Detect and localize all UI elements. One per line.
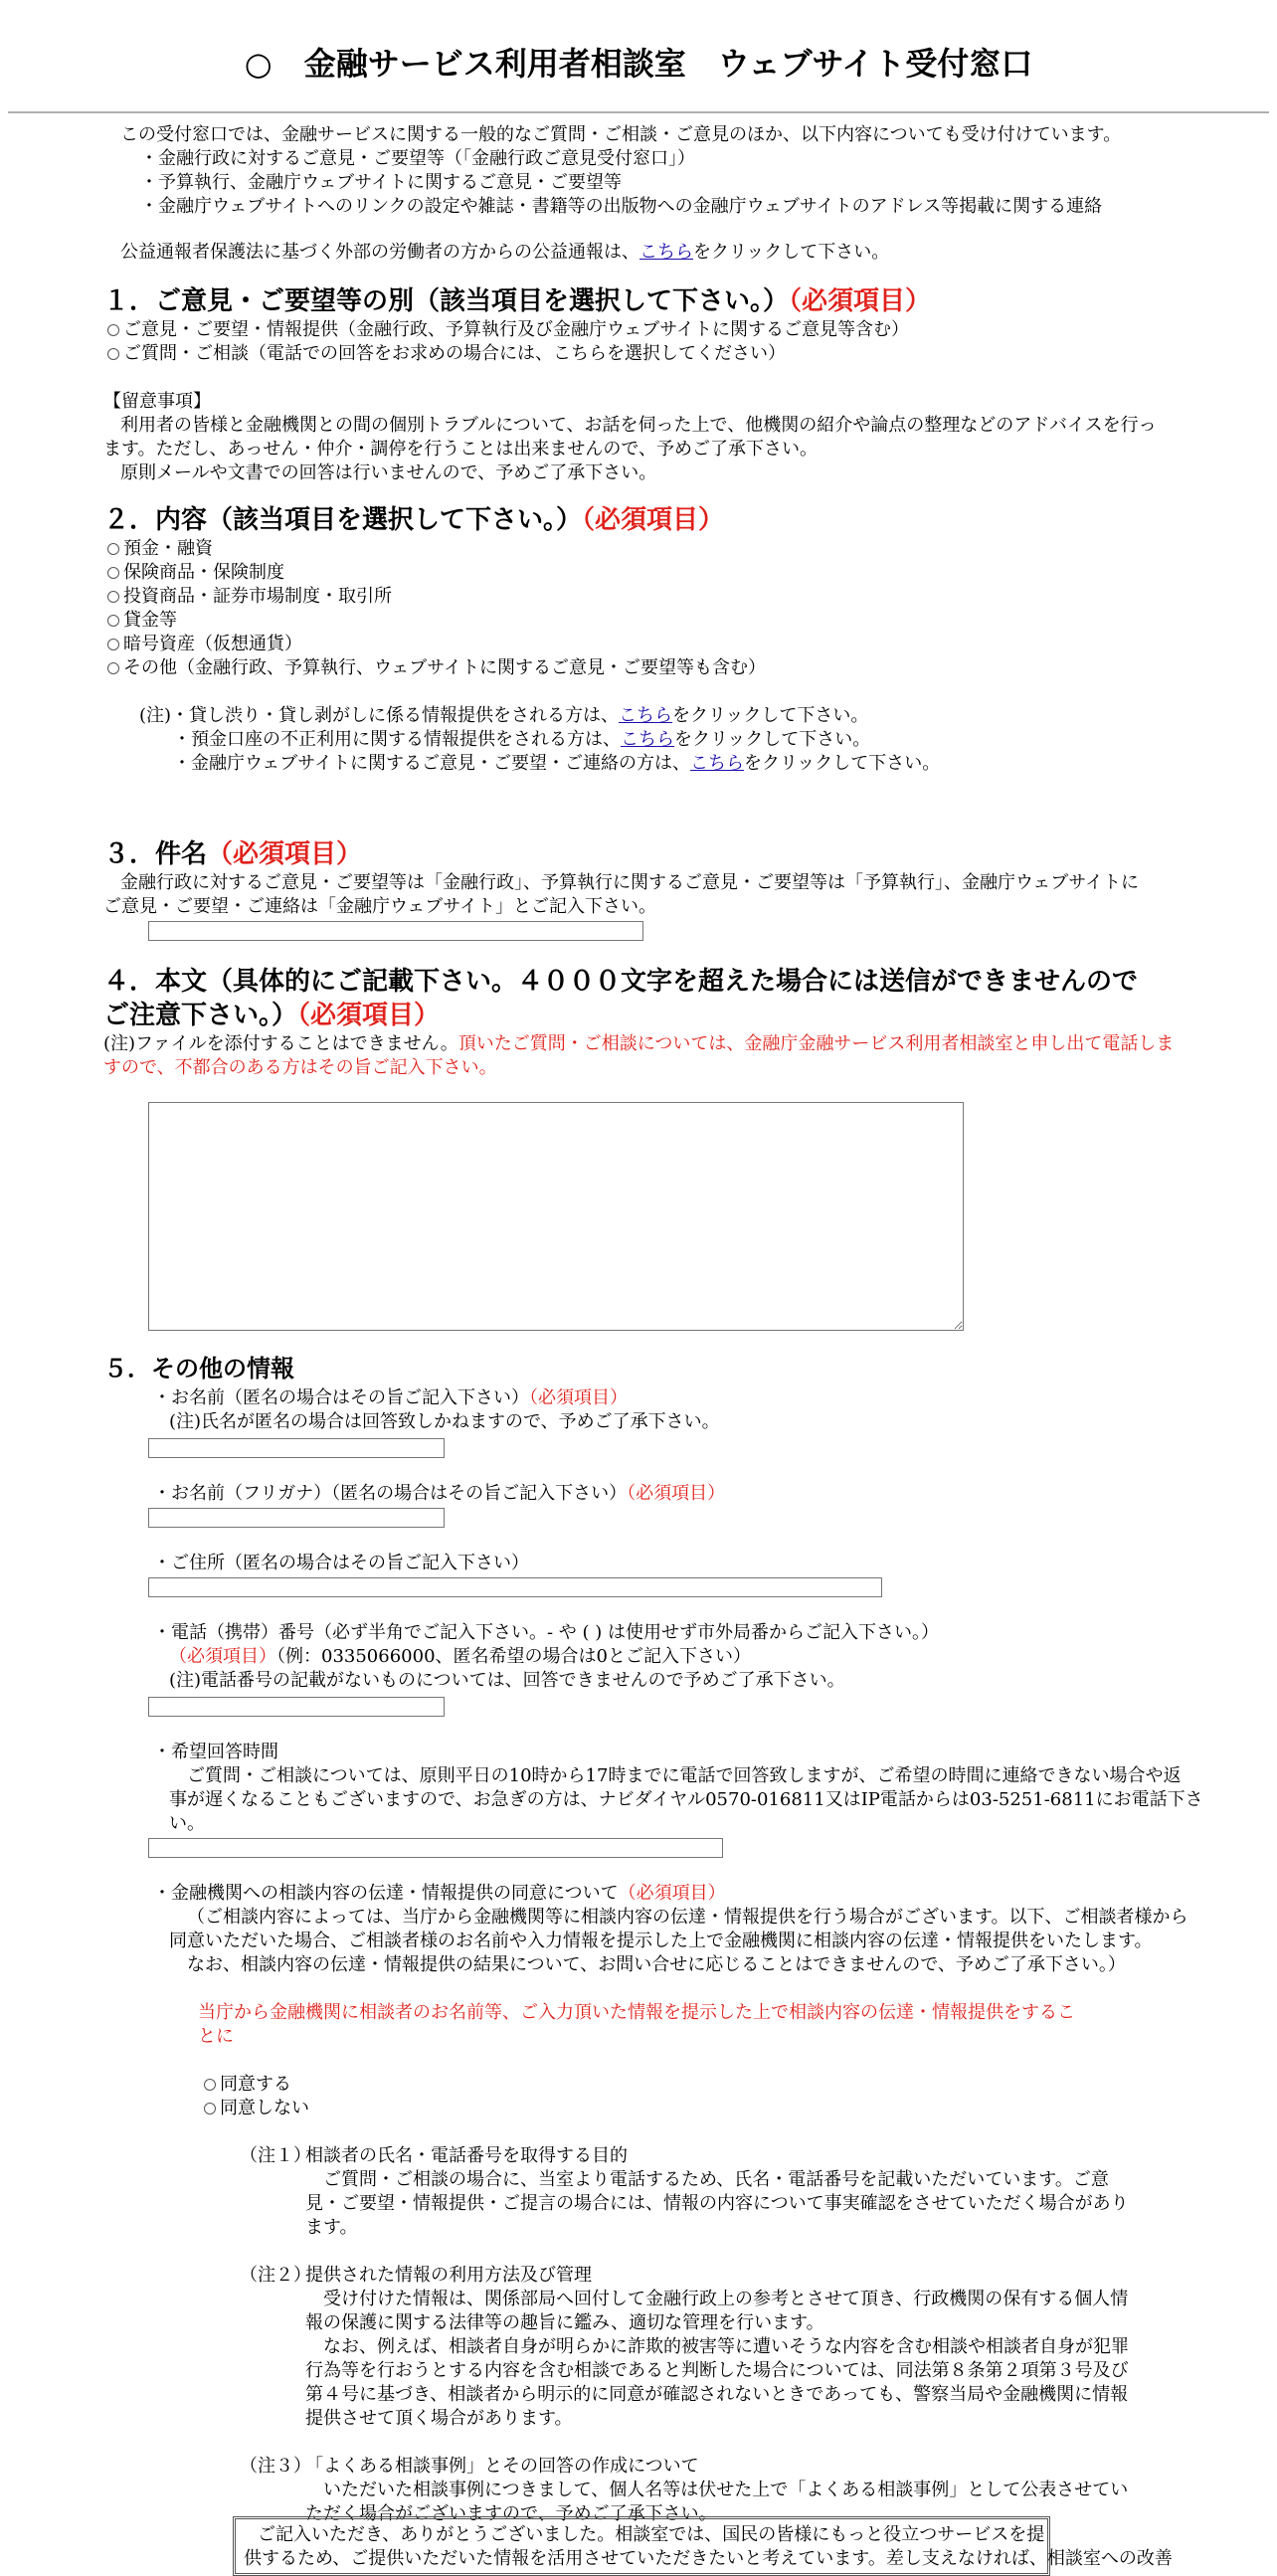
radio-button[interactable] bbox=[107, 615, 119, 627]
section3-desc: 金融行政に対するご意見・ご要望等は「金融行政」、予算執行に関するご意見・ご要望等は「予算執行」、金融庁ウェブサイトに bbox=[120, 872, 1140, 893]
note-line: ご質問・ご相談の場合に、当室より電話するため、氏名・電話番号を記載いただいています。ご意 bbox=[323, 2169, 1109, 2190]
section3-desc: ご意見・ご要望・ご連絡は「金融庁ウェブサイト」とご記入下さい。 bbox=[103, 896, 657, 917]
radio-button[interactable] bbox=[107, 591, 119, 603]
note-number: （注３） bbox=[240, 2456, 311, 2477]
radio-option[interactable]: その他（金融行政、予算執行、ウェブサイトに関するご意見・ご要望等も含む） bbox=[107, 656, 766, 680]
radio-option[interactable]: 預金・融資 bbox=[107, 537, 213, 561]
notice-line: 原則メールや文書での回答は行いませんので、予めご了承下さい。 bbox=[120, 462, 657, 483]
section5-heading: ５．その他の情報 bbox=[103, 1355, 294, 1382]
note-title: 「よくある相談事例」とその回答の作成について bbox=[305, 2456, 699, 2477]
whistleblower-link[interactable]: こちら bbox=[639, 242, 693, 263]
intro-item: ・金融行政に対するご意見・ご要望等（「金融行政ご意見受付窓口」） bbox=[140, 148, 695, 169]
time-label: ・希望回答時間 bbox=[153, 1742, 278, 1762]
website-feedback-link[interactable]: こちら bbox=[690, 753, 745, 774]
section4-heading: ４．本文（具体的にご記載下さい。４０００文字を超えた場合には送信ができませんので bbox=[103, 967, 1139, 997]
section2-heading: ２．内容（該当項目を選択して下さい。）（必須項目） bbox=[103, 505, 725, 535]
note-line: なお、例えば、相談者自身が明らかに詐欺的被害等に遭いそうな内容を含む相談や相談者自身が犯罪 bbox=[323, 2336, 1129, 2357]
note-title: 提供された情報の利用方法及び管理 bbox=[305, 2265, 592, 2286]
required-mark: （必須項目） bbox=[618, 1883, 726, 1904]
radio-button[interactable] bbox=[107, 662, 119, 674]
note-line: 受け付けた情報は、関係部局へ回付して金融行政上の参考とさせて頂き、行政機関の保有する個人情 bbox=[323, 2289, 1129, 2309]
section4-note-cont: すので、不都合のある方はその旨ご記入下さい。 bbox=[103, 1057, 497, 1078]
consent-statement: 当庁から金融機関に相談者のお名前等、ご入力頂いた情報を提示した上で相談内容の伝達・情報提供をするこ bbox=[198, 2002, 1075, 2023]
note-title: 相談者の氏名・電話番号を取得する目的 bbox=[305, 2145, 628, 2166]
note-number: （注２） bbox=[240, 2265, 311, 2286]
time-desc: い。 bbox=[169, 1813, 205, 1834]
radio-option[interactable]: ご質問・ご相談（電話での回答をお求めの場合には、こちらを選択してください） bbox=[107, 342, 786, 366]
consent-label: ・金融機関への相談内容の伝達・情報提供の同意について（必須項目） bbox=[153, 1883, 726, 1904]
consent-desc: （ご相談内容によっては、当庁から金融機関等に相談内容の伝達・情報提供を行う場合がございます。以下、ご相談者様から bbox=[187, 1907, 1188, 1928]
notice-line: ます。ただし、あっせん・仲介・調停を行うことは出来ませんので、予めご了承下さい。 bbox=[103, 439, 819, 460]
note-line: ます。 bbox=[305, 2217, 358, 2238]
preferred-time-input[interactable] bbox=[148, 1838, 723, 1858]
radio-button[interactable] bbox=[204, 2103, 216, 2115]
page-header bbox=[8, 0, 1269, 113]
time-desc: ご質問・ご相談については、原則平日の10時から17時までに電話で回答致しますが、ご希望の時間に連絡できない場合や返 bbox=[187, 1765, 1182, 1786]
section2-note: ・金融庁ウェブサイトに関するご意見・ご要望・ご連絡の方は、こちらをクリックして下さい。 bbox=[173, 753, 941, 774]
name-input[interactable] bbox=[148, 1438, 445, 1458]
phone-example: （必須項目）（例：0335066000、匿名希望の場合は0とご記入下さい） bbox=[169, 1646, 751, 1667]
address-input[interactable] bbox=[148, 1577, 882, 1597]
note-line: ただく場合がございますので、予めご了承下さい。 bbox=[305, 2503, 717, 2524]
consent-disagree-option[interactable]: 同意しない bbox=[204, 2097, 309, 2120]
consent-statement-cont: とに bbox=[198, 2026, 234, 2047]
radio-option[interactable]: ご意見・ご要望・情報提供（金融行政、予算執行及び金融庁ウェブサイトに関するご意見等含む） bbox=[107, 318, 909, 342]
required-mark: （必須項目） bbox=[627, 1483, 726, 1504]
note-line: 行為等を行おうとする内容を含む相談であると判断した場合については、同法第８条第２項第３号及び bbox=[305, 2360, 1129, 2381]
required-mark: （必須項目） bbox=[789, 286, 932, 316]
body-textarea[interactable] bbox=[148, 1102, 964, 1331]
radio-button[interactable] bbox=[204, 2079, 216, 2091]
note-line: 第４号に基づき、相談者から明示的に同意が確認されないときであっても、警察当局や金融機関に情報 bbox=[305, 2384, 1129, 2405]
section3-heading: ３．件名（必須項目） bbox=[103, 839, 363, 869]
note-line: 報の保護に関する法律等の趣旨に鑑み、適切な管理を行います。 bbox=[305, 2312, 824, 2333]
section2-note: (注)・貸し渋り・貸し剥がしに係る情報提供をされる方は、こちらをクリックして下さい。 bbox=[139, 705, 869, 726]
radio-button[interactable] bbox=[107, 324, 119, 336]
kana-label: ・お名前（フリガナ）（匿名の場合はその旨ご記入下さい）（必須項目） bbox=[153, 1483, 726, 1504]
radio-option[interactable]: 暗号資産（仮想通貨） bbox=[107, 633, 302, 656]
consent-desc: 同意いただいた場合、ご相談者様のお名前や入力情報を提示した上で金融機関に相談内容の伝達・情報提供をいたします。 bbox=[169, 1931, 1153, 1951]
note-line: いただいた相談事例につきまして、個人名等は伏せた上で「よくある相談事例」として公表させてい bbox=[323, 2480, 1129, 2500]
whistleblower-notice: 公益通報者保護法に基づく外部の労働者の方からの公益通報は、こちらをクリックして下さい。 bbox=[120, 242, 890, 263]
thanks-line: ご記入いただき、ありがとうございました。相談室では、国民の皆様にもっと役立つサービスを提 bbox=[258, 2524, 1045, 2545]
address-label: ・ご住所（匿名の場合はその旨ご記入下さい） bbox=[153, 1553, 529, 1573]
radio-button[interactable] bbox=[107, 639, 119, 650]
required-mark: （必須項目） bbox=[207, 839, 363, 869]
time-desc: 事が遅くなることもございますので、お急ぎの方は、ナビダイヤル0570-016811又はIP電話からは03-5251-6811にお電話下さ bbox=[169, 1789, 1203, 1810]
section4-heading-cont: ご注意下さい。）（必須項目） bbox=[103, 1001, 441, 1030]
account-misuse-link[interactable]: こちら bbox=[621, 729, 674, 750]
thanks-box bbox=[233, 2516, 1173, 2576]
note-line: 見・ご要望・情報提供・ご提言の場合には、情報の内容について事実確認をさせていただく場合があり bbox=[305, 2193, 1129, 2214]
required-mark: （必須項目） bbox=[582, 505, 725, 535]
name-label: ・お名前（匿名の場合はその旨ご記入下さい）（必須項目） bbox=[153, 1387, 628, 1408]
intro-item: ・予算執行、金融庁ウェブサイトに関するご意見・ご要望等 bbox=[140, 172, 623, 193]
required-mark: （必須項目） bbox=[169, 1646, 276, 1667]
thanks-line: 供するため、ご提供いただいた情報を活用させていただきたいと考えています。差し支えなければ、相談室への改善 bbox=[244, 2548, 1173, 2569]
note-line: 提供させて頂く場合があります。 bbox=[305, 2408, 573, 2429]
consent-desc: なお、相談内容の伝達・情報提供の結果について、お問い合せに応じることはできませんので、予めご了承下さい。） bbox=[187, 1954, 1126, 1975]
radio-option[interactable]: 投資商品・証券市場制度・取引所 bbox=[107, 585, 392, 609]
intro-item: ・金融庁ウェブサイトへのリンクの設定や雑誌・書籍等の出版物への金融庁ウェブサイトのアドレス等掲載に関する連絡 bbox=[140, 196, 1103, 217]
required-mark: （必須項目） bbox=[529, 1387, 628, 1408]
credit-crunch-link[interactable]: こちら bbox=[619, 705, 673, 726]
intro-lead: この受付窓口では、金融サービスに関する一般的なご質問・ご相談・ご意見のほか、以下内容についても受け付けています。 bbox=[120, 124, 1122, 145]
radio-option[interactable]: 貸金等 bbox=[107, 609, 177, 633]
notice-line: 利用者の皆様と金融機関との間の個別トラブルについて、お話を伺った上で、他機関の紹介や論点の整理などのアドバイスを行っ bbox=[120, 415, 1157, 436]
note-number: （注１） bbox=[240, 2145, 311, 2166]
phone-note: (注)電話番号の記載がないものについては、回答できませんので予めご了承下さい。 bbox=[169, 1670, 845, 1691]
phone-input[interactable] bbox=[148, 1697, 445, 1717]
radio-button[interactable] bbox=[107, 348, 119, 360]
section1-heading: １．ご意見・ご要望等の別（該当項目を選択して下さい。）（必須項目） bbox=[103, 286, 932, 316]
subject-input[interactable] bbox=[148, 921, 643, 941]
section2-note: ・預金口座の不正利用に関する情報提供をされる方は、こちらをクリックして下さい。 bbox=[173, 729, 871, 750]
radio-button[interactable] bbox=[107, 567, 119, 579]
radio-option[interactable]: 保険商品・保険制度 bbox=[107, 561, 284, 585]
page-title: ○ 金融サービス利用者相談室 ウェブサイト受付窓口 bbox=[244, 45, 1033, 83]
radio-button[interactable] bbox=[107, 543, 119, 555]
section4-note: (注)ファイルを添付することはできません。頂いたご質問・ご相談については、金融庁金融サービス利用者相談室と申し出て電話しま bbox=[103, 1033, 1175, 1054]
kana-input[interactable] bbox=[148, 1508, 445, 1528]
name-note: (注)氏名が匿名の場合は回答致しかねますので、予めご了承下さい。 bbox=[169, 1411, 720, 1432]
required-mark: （必須項目） bbox=[297, 1001, 441, 1030]
notice-title: 【留意事項】 bbox=[103, 391, 211, 412]
consent-agree-option[interactable]: 同意する bbox=[204, 2073, 291, 2097]
phone-label: ・電話（携帯）番号（必ず半角でご記入下さい。- や ( ) は使用せず市外局番からご記入下さい。） bbox=[153, 1622, 940, 1643]
